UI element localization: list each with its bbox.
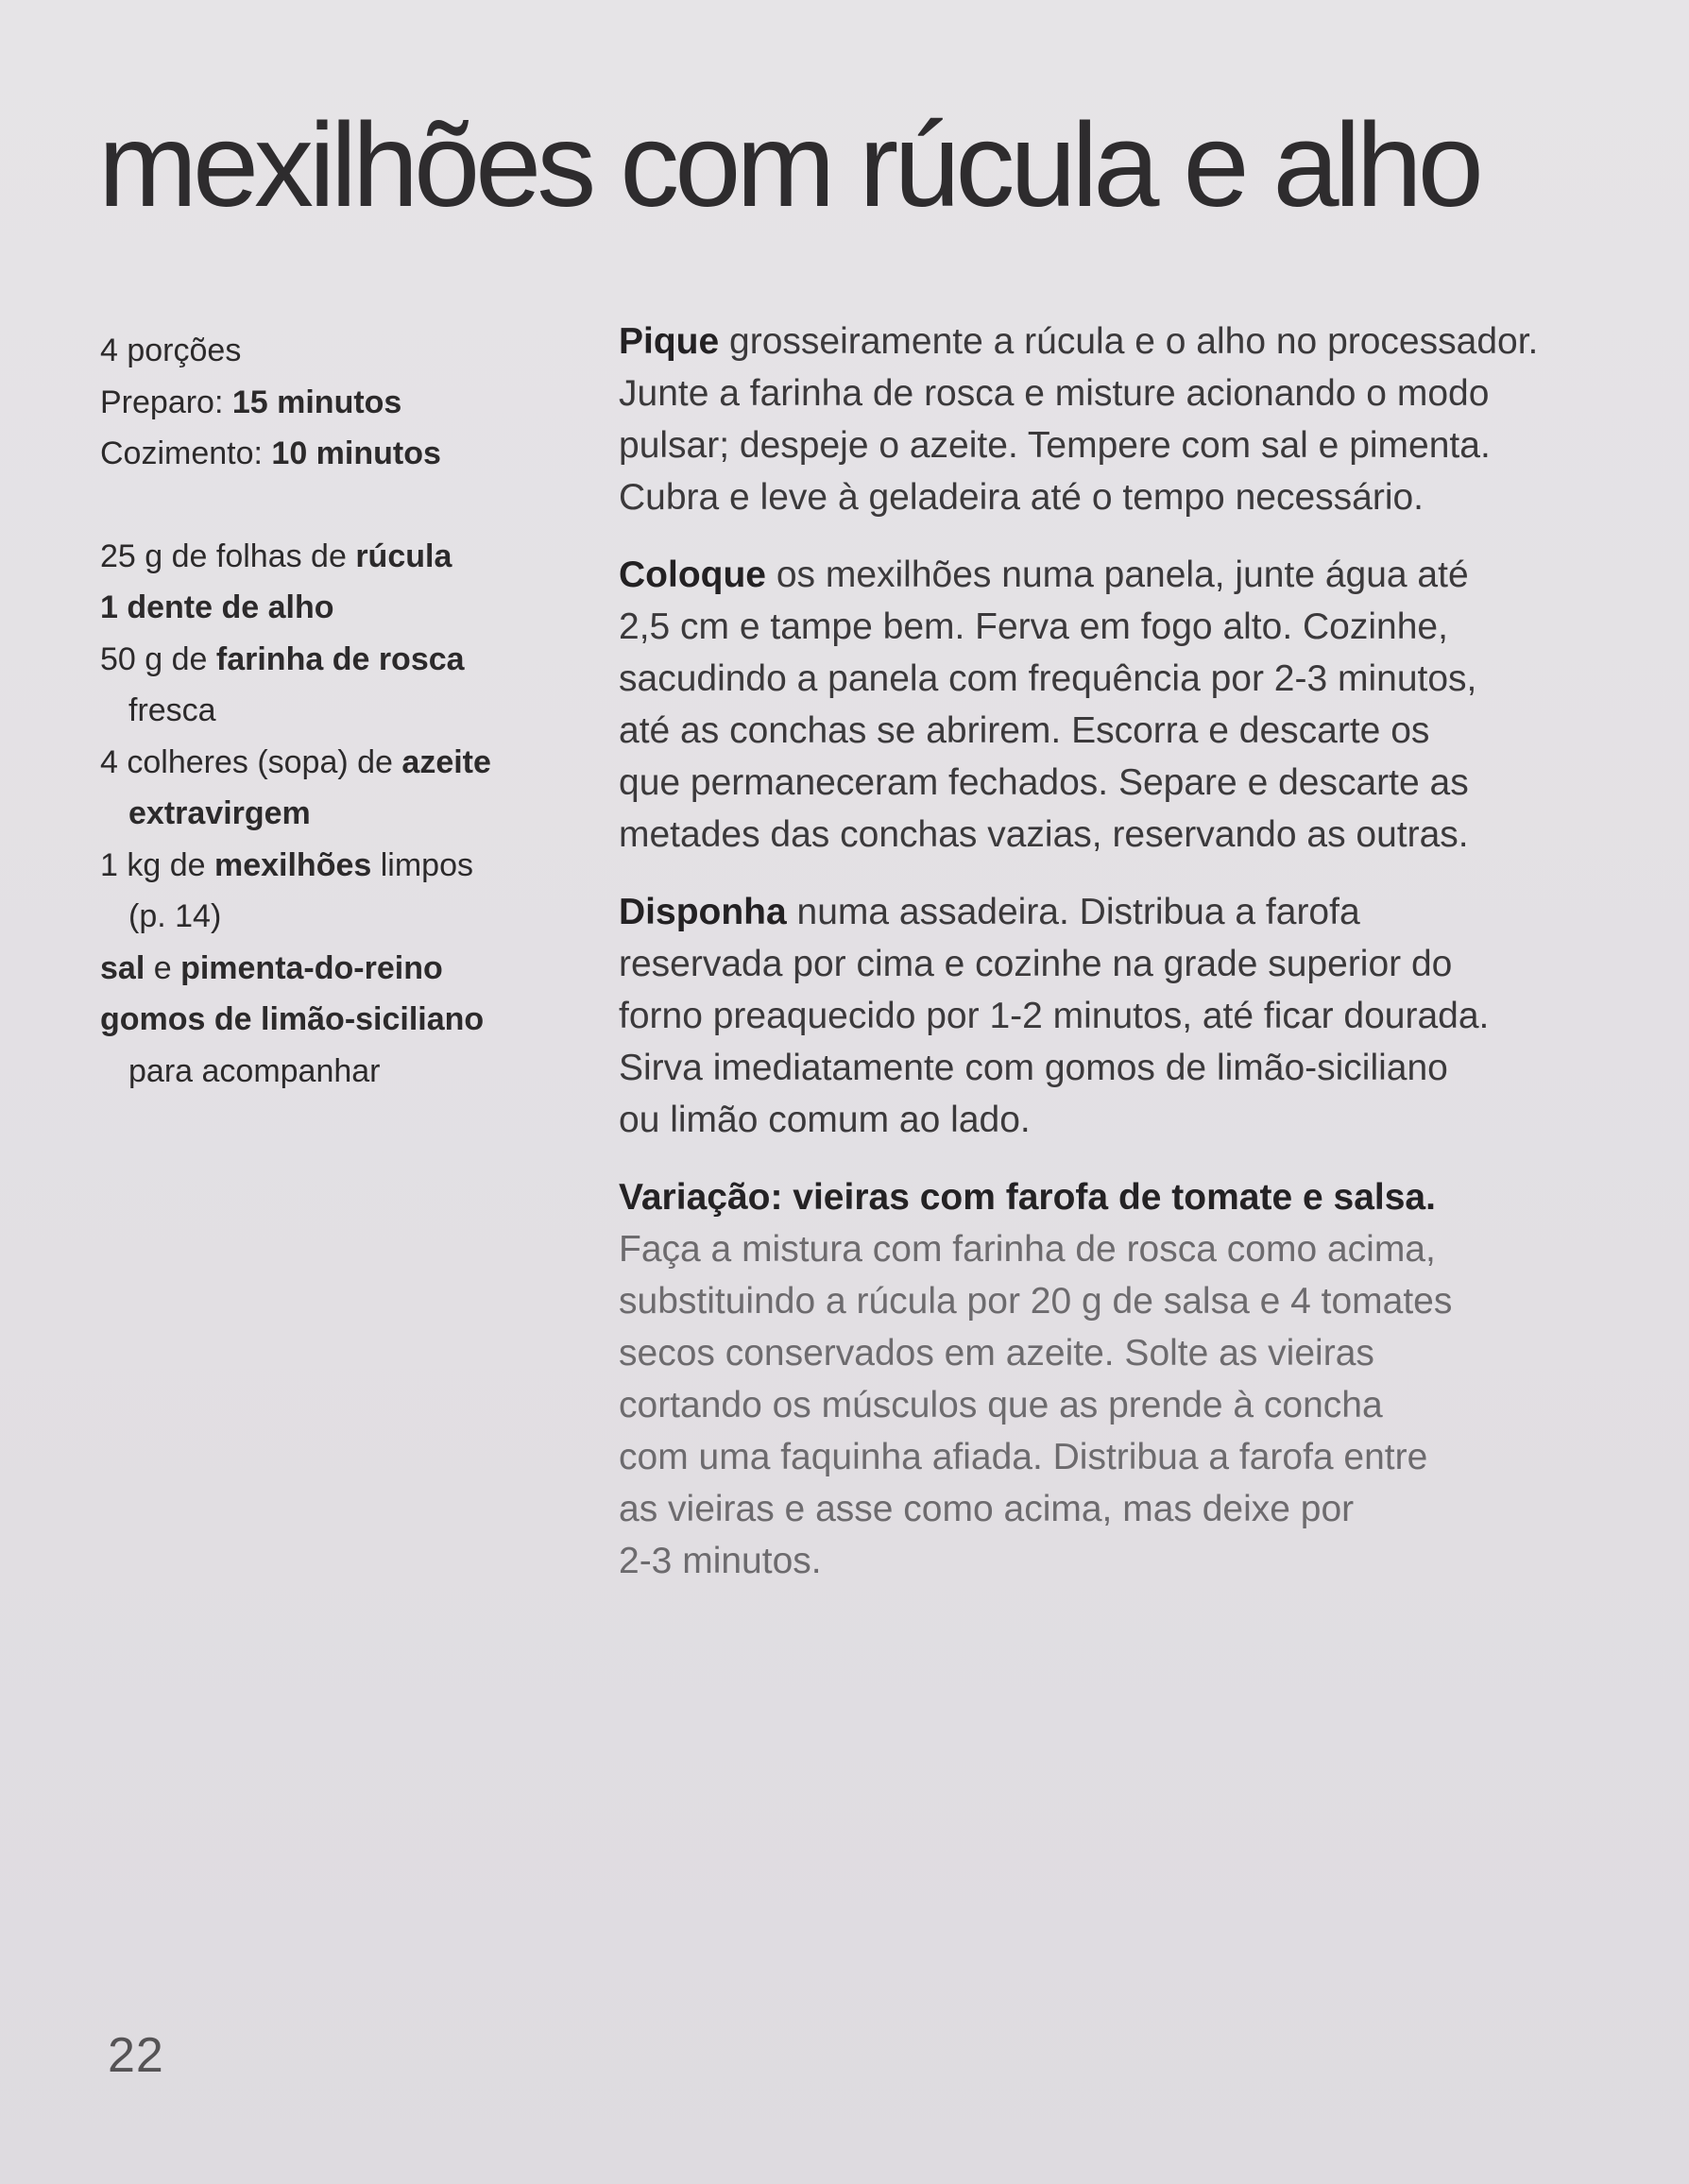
ingredient-text: 25 g de folhas de — [100, 537, 356, 574]
method-step — [619, 316, 1639, 523]
prep-time — [100, 377, 554, 429]
ingredient-bold: gomos de limão-siciliano — [100, 1001, 485, 1037]
ingredient-text: (p. 14) — [128, 898, 222, 934]
ingredient-continuation — [100, 1046, 554, 1098]
variation-line: secos conservados em azeite. Solte as vieiras — [619, 1333, 1374, 1374]
step-verb: Coloque — [619, 555, 766, 595]
variation-line: substituindo a rúcula por 20 g de salsa e 4 tomates — [619, 1281, 1453, 1322]
ingredients-list — [100, 531, 554, 1098]
prep-value: 15 minutos — [231, 384, 402, 420]
recipe-title: mexilhões com rúcula e alho — [98, 98, 1479, 231]
variation-line: com uma faquinha afiada. Distribua a farofa entre — [619, 1437, 1428, 1477]
cook-label: Cozimento: — [100, 435, 263, 471]
ingredient-continuation — [100, 891, 554, 943]
ingredient-bold: farinha de rosca — [215, 640, 465, 677]
servings-text: 4 porções — [100, 333, 242, 368]
step-line: Junte a farinha de rosca e misture acionando o modo — [619, 373, 1490, 414]
step-text: numa assadeira. Distribua a farofa — [786, 892, 1360, 932]
variation-line: as vieiras e asse como acima, mas deixe por — [619, 1489, 1355, 1529]
ingredient-item — [100, 943, 554, 995]
recipe-info-column — [100, 325, 554, 1097]
step-line — [619, 886, 1639, 938]
step-text: grosseiramente a rúcula e o alho no processador. — [719, 321, 1539, 362]
prep-label: Preparo: — [100, 384, 224, 420]
step-line: Sirva imediatamente com gomos de limão-siciliano — [619, 1048, 1448, 1088]
step-line: sacudindo a panela com frequência por 2-3 minutos, — [619, 658, 1477, 699]
ingredient-bold: rúcula — [355, 537, 452, 574]
variation-block — [619, 1171, 1639, 1587]
cook-value: 10 minutos — [271, 435, 441, 471]
ingredient-text: 1 kg de — [100, 846, 214, 883]
ingredient-bold: azeite — [401, 743, 491, 780]
step-line — [619, 316, 1639, 367]
ingredient-bold: pimenta-do-reino — [180, 949, 443, 986]
recipe-meta — [100, 325, 554, 480]
cook-time — [100, 428, 554, 480]
ingredient-text: 4 colheres (sopa) de — [100, 743, 402, 780]
ingredient-item — [100, 634, 554, 686]
ingredient-item — [100, 994, 554, 1046]
step-line: metades das conchas vazias, reservando as outras. — [619, 814, 1469, 855]
step-line: forno preaquecido por 1-2 minutos, até ficar dourada. — [619, 996, 1490, 1036]
step-line — [619, 549, 1639, 601]
ingredient-continuation — [100, 788, 554, 840]
ingredient-text: fresca — [128, 692, 216, 728]
ingredient-bold: sal — [100, 949, 145, 986]
variation-heading: Variação: vieiras com farofa de tomate e salsa. — [619, 1177, 1436, 1218]
ingredient-text: 50 g de — [100, 640, 216, 677]
ingredient-continuation — [100, 685, 554, 737]
method-step — [619, 549, 1639, 861]
step-line: Cubra e leve à geladeira até o tempo necessário. — [619, 477, 1425, 518]
method-step — [619, 886, 1639, 1146]
variation-line: 2-3 minutos. — [619, 1541, 822, 1581]
ingredient-text: para acompanhar — [128, 1052, 381, 1089]
step-line: pulsar; despeje o azeite. Tempere com sal e pimenta. — [619, 425, 1491, 466]
step-line: até as conchas se abrirem. Escorra e descarte os — [619, 710, 1430, 751]
ingredient-item — [100, 582, 554, 634]
ingredient-text: e — [145, 949, 181, 986]
ingredient-bold: extravirgem — [128, 795, 311, 831]
servings — [100, 325, 554, 377]
method-column — [619, 316, 1639, 1612]
step-verb: Disponha — [619, 892, 787, 932]
variation-line: cortando os músculos que as prende à concha — [619, 1385, 1383, 1425]
ingredient-text: limpos — [371, 846, 473, 883]
step-line: 2,5 cm e tampe bem. Ferva em fogo alto. Cozinhe, — [619, 606, 1448, 647]
step-line: reservada por cima e cozinhe na grade superior do — [619, 944, 1453, 984]
step-text: os mexilhões numa panela, junte água até — [765, 555, 1469, 595]
step-line: que permaneceram fechados. Separe e descarte as — [619, 762, 1469, 803]
variation-line: Faça a mistura com farinha de rosca como acima, — [619, 1229, 1436, 1270]
ingredient-item — [100, 531, 554, 583]
ingredient-item — [100, 737, 554, 789]
ingredient-item — [100, 840, 554, 892]
ingredient-bold: mexilhões — [213, 846, 372, 883]
page-number: 22 — [108, 2028, 164, 2083]
step-verb: Pique — [619, 321, 720, 362]
step-line: ou limão comum ao lado. — [619, 1100, 1031, 1140]
ingredient-bold: 1 dente de alho — [100, 589, 334, 625]
